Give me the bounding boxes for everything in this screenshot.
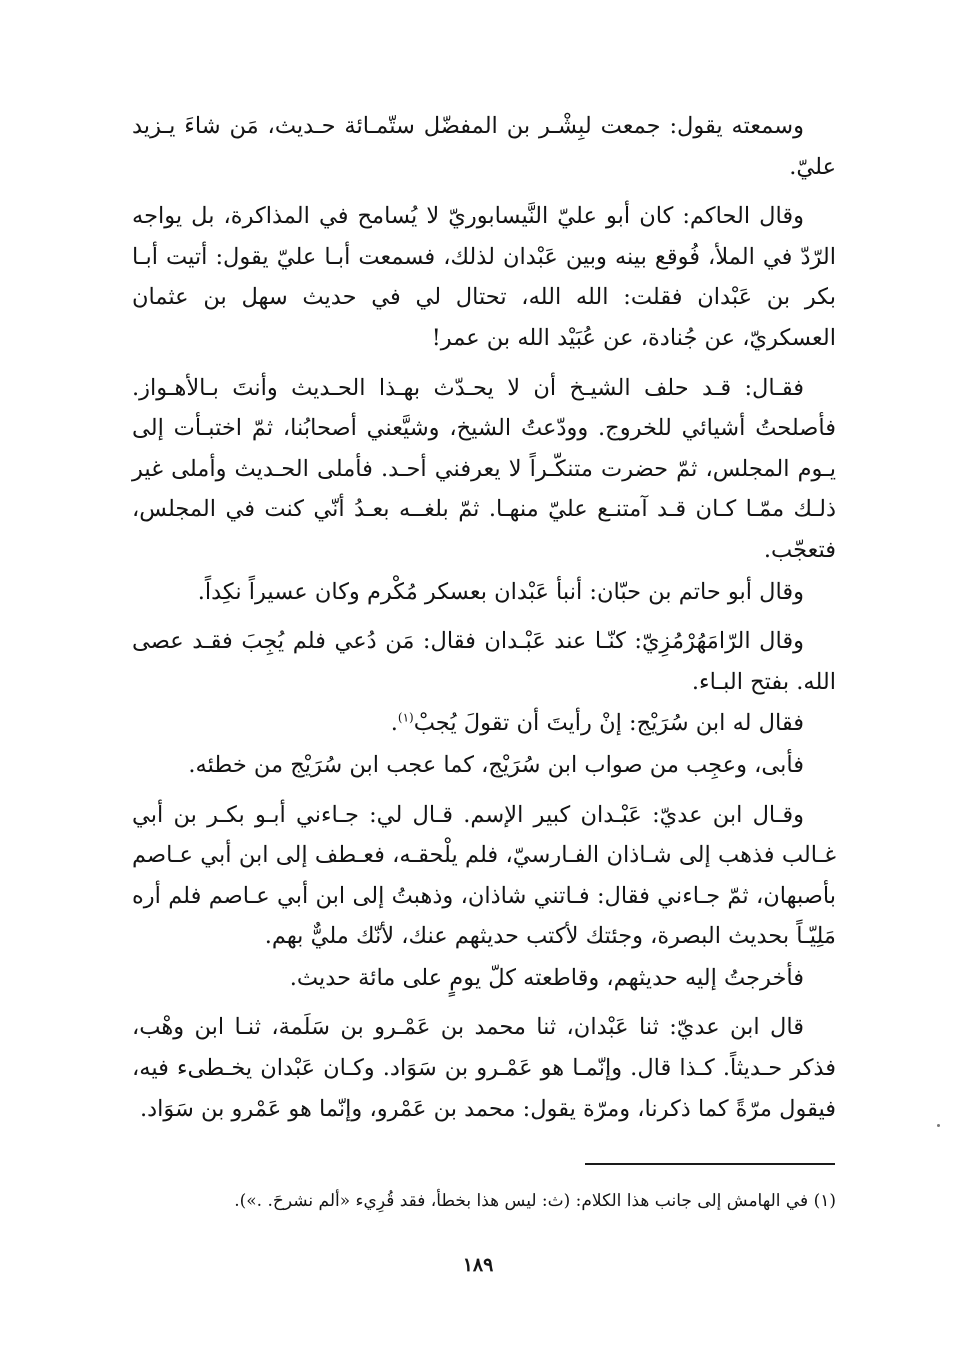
footnote: (١) في الهامش إلى جانب هذا الكلام: (ث: ليس هذا بخطأ، فقد قُرِيء «ألم نشرحَ. .»). <box>234 1191 836 1211</box>
main-text <box>132 106 836 1138</box>
paragraph-6-text: فقال له ابن سُرَيْج: إنْ رأيتَ أن تقولَ يُجبْ <box>413 710 804 737</box>
paragraph-3: فقـال: قـد حلف الشيـخ أن لا يحـدّث بهـذا الحـديث وأنتَ بـالأهـواز. فأصلحتُ أشيائي للخروج. وودّعتُ الشيخ، وشيَّعني أصحابُنا، ثمّ اختبـأت إلى يـوم المجلس، ثمّ حضرت متنكّـراً لا يعرفني أحـد. فأملى الحـديث وأملى غير ذلـك ممّـا كـان قـد آمتنـع عليّ منهـا. ثمّ بلغــه بعـدُ أنّي كنت في المجلس، فتعجّب. <box>132 374 836 563</box>
paragraph-1: وسمعته يقول: جمعت لبِشْـر بن المفضّل ستّمـائة حـديث، مَن شاءَ يـزيد عليّ. <box>132 113 836 180</box>
paragraph-4: وقال أبو حاتم بن حبّان: أنبأ عَبْدان بعسكر مُكْرم وكان عسيراً نكِداً. <box>197 578 804 605</box>
paragraph-7: فأبى، وعجِب من صواب ابن سُرَيْج، كما عجب ابن سُرَيْج من خطئه. <box>188 751 804 778</box>
paragraph-6: فقال له ابن سُرَيْج: إنْ رأيتَ أن تقولَ يُجبْ$^{(١)}$. <box>390 710 804 737</box>
paragraph-5: وقال الرّامَهُرْمُزِيّ: كنّـا عند عَبْـدان فقال: مَن دُعي فلم يُجِبَ فقـد عصى الله. بفتح البـاء. <box>132 628 836 695</box>
paragraph-10: قال ابن عديّ: ثنا عَبْدان، ثنا محمد بن عَمْـرو بن سَلَمة، ثنـا ابن وهْب، فذكر حـديثاً. كـذا قال. وإنّمـا هو عَمْـرو بن سَوَاد. وكـان عَبْدان يخـطىء فيه، فيقول مرّةً كما ذكرنا، ومرّة يقول: محمد بن عَمْرو، وإنّما هو عَمْرو بن سَوَاد. <box>132 1014 836 1122</box>
page-number: ١٨٩ <box>462 1254 494 1276</box>
paragraph-9: فأخرجتُ إليه حديثهم، وقاطعته كلّ يومٍ على مائة حديث. <box>289 964 804 991</box>
footnote-divider <box>585 1163 835 1165</box>
paragraph-2: وقال الحاكم: كان أبو عليّ النَّيسابوريّ لا يُسامح في المذاكرة، بل يواجه الرّدّ في الملأ، فُوقع بينه وبين عَبْدان لذلك، فسمعت أبـا عليّ يقول: أتيت أبـا بكر بن عَبْدان فقلت: الله الله، تحتال لي في حديث سهل بن عثمان العسكريّ، عن جُنادة، عن عُبَيْد الله بن عمر! <box>132 203 836 351</box>
paragraph-8: وقـال ابن عديّ: عَبْـدان كبير الإسم. قـال لي: جـاءني أبـو بكـر بن أبي غـالب فذهب إلى شـاذان الفـارسيّ، فلم يلْحقـه، فعـطف إلى ابن أبي عـاصم بأصبهان، ثمّ جـاءني فقال: فـاتني شاذان، وذهبتُ إلى ابن أبي عـاصم فلم أره مَلِيّـاً بحديث البصرة، وجئتك لأكتب حديثهم عنك، لأنّك مليٌّ بهم. <box>132 801 836 950</box>
footnote-reference[interactable]: (١) <box>397 710 414 725</box>
scan-speck <box>937 1124 940 1127</box>
